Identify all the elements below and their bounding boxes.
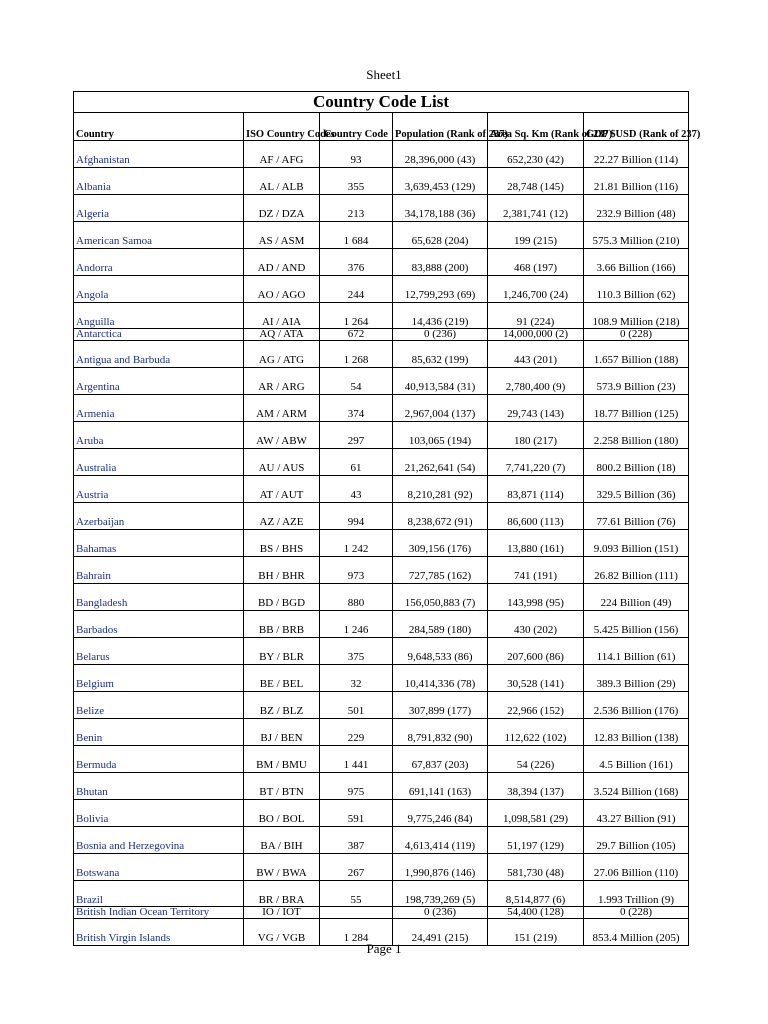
iso-code-cell: BH / BHR: [244, 557, 320, 584]
country-cell: Afghanistan: [74, 141, 244, 168]
country-code-cell: 1 264: [320, 303, 393, 329]
area-cell: 86,600 (113): [488, 503, 584, 530]
country-code-cell: 880: [320, 584, 393, 611]
country-code-cell: 973: [320, 557, 393, 584]
area-cell: 7,741,220 (7): [488, 449, 584, 476]
table-row: [74, 773, 689, 800]
country-code-cell: 501: [320, 692, 393, 719]
population-cell: 24,491 (215): [393, 919, 488, 946]
table-row: [74, 907, 689, 919]
population-cell: 0 (236): [393, 907, 488, 919]
population-cell: 85,632 (199): [393, 341, 488, 368]
gdp-cell: 12.83 Billion (138): [584, 719, 689, 746]
country-code-cell: 375: [320, 638, 393, 665]
iso-code-cell: AZ / AZE: [244, 503, 320, 530]
country-cell: Algeria: [74, 195, 244, 222]
iso-code-cell: AW / ABW: [244, 422, 320, 449]
area-cell: 28,748 (145): [488, 168, 584, 195]
iso-code-cell: AQ / ATA: [244, 329, 320, 341]
gdp-cell: 77.61 Billion (76): [584, 503, 689, 530]
table-row: [74, 449, 689, 476]
population-cell: 156,050,883 (7): [393, 584, 488, 611]
area-cell: 13,880 (161): [488, 530, 584, 557]
population-cell: 9,775,246 (84): [393, 800, 488, 827]
country-code-cell: 591: [320, 800, 393, 827]
gdp-cell: 18.77 Billion (125): [584, 395, 689, 422]
population-cell: 40,913,584 (31): [393, 368, 488, 395]
gdp-cell: 108.9 Million (218): [584, 303, 689, 329]
population-cell: 2,967,004 (137): [393, 395, 488, 422]
table-row: [74, 611, 689, 638]
country-cell: Bahrain: [74, 557, 244, 584]
area-cell: 54 (226): [488, 746, 584, 773]
iso-code-cell: AG / ATG: [244, 341, 320, 368]
area-cell: 112,622 (102): [488, 719, 584, 746]
header-gdp: GDP $USD (Rank of 237): [584, 113, 689, 141]
iso-code-cell: BT / BTN: [244, 773, 320, 800]
country-code-cell: [320, 907, 393, 919]
population-cell: 34,178,188 (36): [393, 195, 488, 222]
population-cell: 65,628 (204): [393, 222, 488, 249]
country-cell: Belize: [74, 692, 244, 719]
population-cell: 309,156 (176): [393, 530, 488, 557]
country-cell: Andorra: [74, 249, 244, 276]
iso-code-cell: BO / BOL: [244, 800, 320, 827]
country-code-cell: 672: [320, 329, 393, 341]
iso-code-cell: BD / BGD: [244, 584, 320, 611]
table-row: [74, 827, 689, 854]
iso-code-cell: BZ / BLZ: [244, 692, 320, 719]
area-cell: 1,098,581 (29): [488, 800, 584, 827]
area-cell: 741 (191): [488, 557, 584, 584]
gdp-cell: 29.7 Billion (105): [584, 827, 689, 854]
country-cell: Belgium: [74, 665, 244, 692]
population-cell: 83,888 (200): [393, 249, 488, 276]
table-title: Country Code List: [74, 92, 689, 113]
country-cell: Botswana: [74, 854, 244, 881]
country-cell: Australia: [74, 449, 244, 476]
gdp-cell: 43.27 Billion (91): [584, 800, 689, 827]
header-country-code: Country Code: [320, 113, 393, 141]
country-cell: Bangladesh: [74, 584, 244, 611]
area-cell: 652,230 (42): [488, 141, 584, 168]
area-cell: 143,998 (95): [488, 584, 584, 611]
gdp-cell: 21.81 Billion (116): [584, 168, 689, 195]
area-cell: 199 (215): [488, 222, 584, 249]
country-cell: Angola: [74, 276, 244, 303]
area-cell: 468 (197): [488, 249, 584, 276]
table-row: [74, 692, 689, 719]
header-row: [74, 113, 689, 141]
country-cell: Antarctica: [74, 329, 244, 341]
gdp-cell: 22.27 Billion (114): [584, 141, 689, 168]
area-cell: 443 (201): [488, 341, 584, 368]
table-row: [74, 141, 689, 168]
country-cell: Aruba: [74, 422, 244, 449]
country-code-cell: 297: [320, 422, 393, 449]
country-cell: Bolivia: [74, 800, 244, 827]
country-code-cell: 1 684: [320, 222, 393, 249]
iso-code-cell: IO / IOT: [244, 907, 320, 919]
iso-code-cell: BA / BIH: [244, 827, 320, 854]
table-row: [74, 476, 689, 503]
header-population: Population (Rank of 237): [393, 113, 488, 141]
table-row: [74, 168, 689, 195]
gdp-cell: 2.536 Billion (176): [584, 692, 689, 719]
iso-code-cell: BJ / BEN: [244, 719, 320, 746]
population-cell: 21,262,641 (54): [393, 449, 488, 476]
population-cell: 28,396,000 (43): [393, 141, 488, 168]
population-cell: 8,791,832 (90): [393, 719, 488, 746]
country-cell: British Virgin Islands: [74, 919, 244, 946]
country-code-cell: 1 242: [320, 530, 393, 557]
country-code-cell: 32: [320, 665, 393, 692]
gdp-cell: 853.4 Million (205): [584, 919, 689, 946]
table-row: [74, 746, 689, 773]
country-cell: Belarus: [74, 638, 244, 665]
country-code-cell: 55: [320, 881, 393, 907]
page-footer: Page 1: [366, 941, 402, 956]
header-iso: ISO Country Codes: [244, 113, 320, 141]
table-row: [74, 395, 689, 422]
title-row: [74, 92, 689, 113]
iso-code-cell: AM / ARM: [244, 395, 320, 422]
table-row: [74, 584, 689, 611]
header-area: Area Sq. Km (Rank of 237): [488, 113, 584, 141]
iso-code-cell: AR / ARG: [244, 368, 320, 395]
gdp-cell: 9.093 Billion (151): [584, 530, 689, 557]
area-cell: 54,400 (128): [488, 907, 584, 919]
iso-code-cell: AL / ALB: [244, 168, 320, 195]
country-code-cell: 267: [320, 854, 393, 881]
gdp-cell: 232.9 Billion (48): [584, 195, 689, 222]
country-cell: Bahamas: [74, 530, 244, 557]
table-row: [74, 557, 689, 584]
country-cell: American Samoa: [74, 222, 244, 249]
country-code-cell: 54: [320, 368, 393, 395]
population-cell: 691,141 (163): [393, 773, 488, 800]
country-code-cell: 374: [320, 395, 393, 422]
table-row: [74, 341, 689, 368]
iso-code-cell: BW / BWA: [244, 854, 320, 881]
gdp-cell: 800.2 Billion (18): [584, 449, 689, 476]
population-cell: 3,639,453 (129): [393, 168, 488, 195]
area-cell: 207,600 (86): [488, 638, 584, 665]
area-cell: 430 (202): [488, 611, 584, 638]
table-row: [74, 854, 689, 881]
gdp-cell: 0 (228): [584, 907, 689, 919]
country-cell: Benin: [74, 719, 244, 746]
gdp-cell: 329.5 Billion (36): [584, 476, 689, 503]
gdp-cell: 26.82 Billion (111): [584, 557, 689, 584]
iso-code-cell: VG / VGB: [244, 919, 320, 946]
gdp-cell: 0 (228): [584, 329, 689, 341]
country-code-cell: 387: [320, 827, 393, 854]
area-cell: 180 (217): [488, 422, 584, 449]
country-cell: Azerbaijan: [74, 503, 244, 530]
population-cell: 9,648,533 (86): [393, 638, 488, 665]
area-cell: 51,197 (129): [488, 827, 584, 854]
country-cell: Argentina: [74, 368, 244, 395]
header-country: Country: [74, 113, 244, 141]
country-cell: Bosnia and Herzegovina: [74, 827, 244, 854]
gdp-cell: 389.3 Billion (29): [584, 665, 689, 692]
country-cell: Bermuda: [74, 746, 244, 773]
country-code-cell: 213: [320, 195, 393, 222]
table-row: [74, 422, 689, 449]
population-cell: 198,739,269 (5): [393, 881, 488, 907]
country-code-cell: 975: [320, 773, 393, 800]
table-row: [74, 249, 689, 276]
country-code-cell: 229: [320, 719, 393, 746]
iso-code-cell: AT / AUT: [244, 476, 320, 503]
country-code-cell: 244: [320, 276, 393, 303]
population-cell: 14,436 (219): [393, 303, 488, 329]
country-code-cell: 1 246: [320, 611, 393, 638]
gdp-cell: 3.66 Billion (166): [584, 249, 689, 276]
population-cell: 8,210,281 (92): [393, 476, 488, 503]
table-row: [74, 303, 689, 329]
country-cell: Austria: [74, 476, 244, 503]
area-cell: 151 (219): [488, 919, 584, 946]
population-cell: 103,065 (194): [393, 422, 488, 449]
area-cell: 38,394 (137): [488, 773, 584, 800]
table-row: [74, 276, 689, 303]
area-cell: 1,246,700 (24): [488, 276, 584, 303]
iso-code-cell: BE / BEL: [244, 665, 320, 692]
country-code-cell: 1 441: [320, 746, 393, 773]
table-row: [74, 800, 689, 827]
gdp-cell: 4.5 Billion (161): [584, 746, 689, 773]
area-cell: 83,871 (114): [488, 476, 584, 503]
iso-code-cell: AS / ASM: [244, 222, 320, 249]
iso-code-cell: BB / BRB: [244, 611, 320, 638]
area-cell: 581,730 (48): [488, 854, 584, 881]
country-cell: Anguilla: [74, 303, 244, 329]
iso-code-cell: BS / BHS: [244, 530, 320, 557]
area-cell: 91 (224): [488, 303, 584, 329]
country-code-cell: 994: [320, 503, 393, 530]
population-cell: 1,990,876 (146): [393, 854, 488, 881]
population-cell: 0 (236): [393, 329, 488, 341]
area-cell: 22,966 (152): [488, 692, 584, 719]
table-row: [74, 530, 689, 557]
gdp-cell: 27.06 Billion (110): [584, 854, 689, 881]
table-row: [74, 329, 689, 341]
population-cell: 10,414,336 (78): [393, 665, 488, 692]
table-row: [74, 719, 689, 746]
population-cell: 727,785 (162): [393, 557, 488, 584]
iso-code-cell: BR / BRA: [244, 881, 320, 907]
area-cell: 30,528 (141): [488, 665, 584, 692]
iso-code-cell: AU / AUS: [244, 449, 320, 476]
population-cell: 67,837 (203): [393, 746, 488, 773]
area-cell: 29,743 (143): [488, 395, 584, 422]
iso-code-cell: AI / AIA: [244, 303, 320, 329]
table-row: [74, 222, 689, 249]
population-cell: 8,238,672 (91): [393, 503, 488, 530]
gdp-cell: 1.657 Billion (188): [584, 341, 689, 368]
gdp-cell: 2.258 Billion (180): [584, 422, 689, 449]
iso-code-cell: AF / AFG: [244, 141, 320, 168]
population-cell: 12,799,293 (69): [393, 276, 488, 303]
area-cell: 2,780,400 (9): [488, 368, 584, 395]
country-code-cell: 355: [320, 168, 393, 195]
table-row: [74, 368, 689, 395]
country-cell: Armenia: [74, 395, 244, 422]
country-code-table: [73, 91, 701, 946]
iso-code-cell: BY / BLR: [244, 638, 320, 665]
gdp-cell: 5.425 Billion (156): [584, 611, 689, 638]
gdp-cell: 575.3 Million (210): [584, 222, 689, 249]
country-cell: British Indian Ocean Territory: [74, 907, 244, 919]
population-cell: 4,613,414 (119): [393, 827, 488, 854]
area-cell: 2,381,741 (12): [488, 195, 584, 222]
area-cell: 14,000,000 (2): [488, 329, 584, 341]
iso-code-cell: AD / AND: [244, 249, 320, 276]
gdp-cell: 573.9 Billion (23): [584, 368, 689, 395]
country-cell: Bhutan: [74, 773, 244, 800]
gdp-cell: 224 Billion (49): [584, 584, 689, 611]
country-cell: Brazil: [74, 881, 244, 907]
country-cell: Barbados: [74, 611, 244, 638]
population-cell: 284,589 (180): [393, 611, 488, 638]
country-code-cell: 61: [320, 449, 393, 476]
table-row: [74, 638, 689, 665]
gdp-cell: 3.524 Billion (168): [584, 773, 689, 800]
population-cell: 307,899 (177): [393, 692, 488, 719]
country-cell: Antigua and Barbuda: [74, 341, 244, 368]
country-cell: Albania: [74, 168, 244, 195]
table-row: [74, 195, 689, 222]
sheet-title: Sheet1: [366, 67, 402, 82]
area-cell: 8,514,877 (6): [488, 881, 584, 907]
table-row: [74, 503, 689, 530]
country-code-cell: 1 284: [320, 919, 393, 946]
gdp-cell: 1.993 Trillion (9): [584, 881, 689, 907]
country-code-cell: 376: [320, 249, 393, 276]
country-code-cell: 1 268: [320, 341, 393, 368]
iso-code-cell: BM / BMU: [244, 746, 320, 773]
gdp-cell: 110.3 Billion (62): [584, 276, 689, 303]
table-row: [74, 665, 689, 692]
gdp-cell: 114.1 Billion (61): [584, 638, 689, 665]
iso-code-cell: AO / AGO: [244, 276, 320, 303]
country-code-cell: 93: [320, 141, 393, 168]
iso-code-cell: DZ / DZA: [244, 195, 320, 222]
table-row: [74, 881, 689, 907]
country-code-cell: 43: [320, 476, 393, 503]
